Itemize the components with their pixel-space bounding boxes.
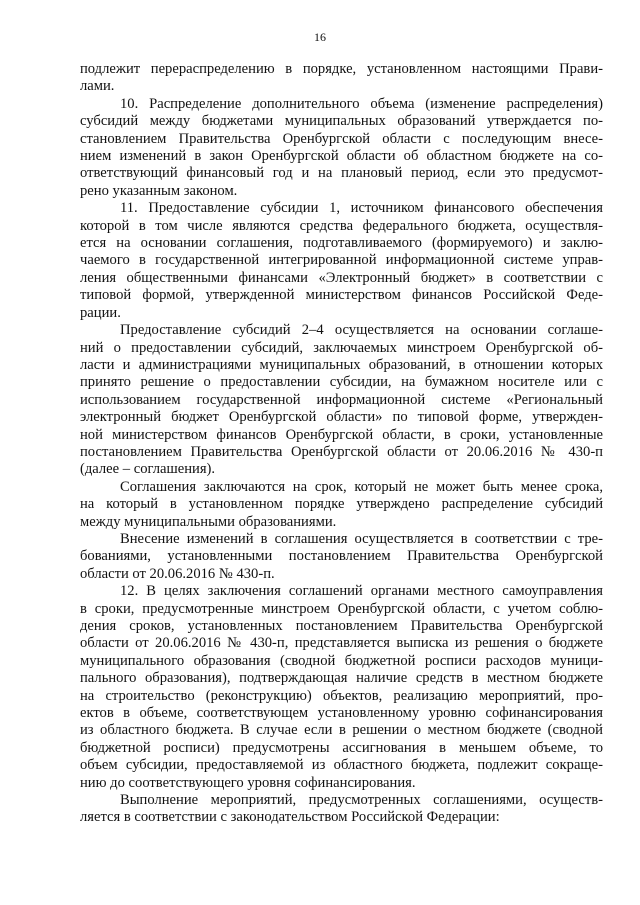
paragraph bbox=[80, 479, 603, 531]
paragraph bbox=[80, 200, 603, 322]
paragraph bbox=[80, 792, 603, 827]
paragraph bbox=[80, 322, 603, 479]
text-line: использованием государственной информационной системе «Региональный bbox=[80, 391, 603, 408]
text-line: Внесение изменений в соглашения осуществляется в соответствии с тре- bbox=[120, 530, 603, 547]
text-line: ной министерством финансов Оренбургской области, в сроки, установленные bbox=[80, 426, 603, 443]
text-line: ответствующий финансовый год и на плановый период, если это предусмот- bbox=[80, 165, 603, 182]
text-line: на который в установленном порядке утверждено распределение субсидий bbox=[80, 496, 603, 513]
text-line: дения сроков, установленных постановлением Правительства Оренбургской bbox=[80, 618, 603, 634]
text-line: объем субсидии, предоставляемой из областного бюджета, подлежит сокраще- bbox=[80, 757, 603, 774]
text-line: ляется в соответствии с законодательством Российской Федерации: bbox=[80, 809, 500, 826]
text-line: Выполнение мероприятий, предусмотренных соглашениями, осуществ- bbox=[120, 792, 603, 809]
document-body bbox=[80, 61, 603, 827]
text-line: Предоставление субсидий 2–4 осуществляется на основании соглаше- bbox=[120, 322, 603, 339]
text-line: из областного бюджета. В случае если в решении о местном бюджете (сводной bbox=[80, 722, 603, 739]
text-line: которой в том числе являются средства федерального бюджета, осуществля- bbox=[80, 217, 603, 234]
text-line: электронный бюджет Оренбургской области» по типовой форме, утвержден- bbox=[80, 409, 603, 426]
text-line: Соглашения заключаются на срок, который не может быть менее срока, bbox=[120, 478, 603, 495]
text-line: ектов в объеме, соответствующем установленному уровню софинансирования bbox=[80, 705, 603, 722]
text-line: подлежит перераспределению в порядке, установленном настоящими Прави- bbox=[80, 61, 603, 77]
text-line: 10. Распределение дополнительного объема (изменение распределения) bbox=[120, 95, 603, 112]
text-line: нию до соответствующего уровня софинансирования. bbox=[80, 774, 416, 791]
text-line: постановлением Правительства Оренбургской области от 20.06.2016 № 430-п bbox=[80, 443, 603, 460]
paragraph bbox=[80, 96, 603, 200]
text-line: субсидий между бюджетами муниципальных образований утверждается по- bbox=[80, 113, 603, 130]
text-line: становлением Правительства Оренбургской области с последующим внесе- bbox=[80, 130, 603, 147]
text-line: на строительство (реконструкцию) объектов, реализацию мероприятий, про- bbox=[80, 687, 603, 704]
text-line: области от 20.06.2016 № 430-п. bbox=[80, 565, 275, 582]
text-line: рено указанным законом. bbox=[80, 182, 238, 199]
text-line: области от 20.06.2016 № 430-п, представляется выписка из решения о бюджете bbox=[80, 635, 603, 652]
text-line: ления общественными финансами «Электронный бюджет» в соответствии с bbox=[80, 269, 603, 286]
paragraph bbox=[80, 531, 603, 583]
text-line: чаемого в государственной интегрированной информационной системе управ- bbox=[80, 252, 603, 269]
text-line: муниципального образования (сводной бюджетной росписи расходов муници- bbox=[80, 652, 603, 669]
text-line: между муниципальными образованиями. bbox=[80, 513, 337, 530]
text-line: ется на основании соглашения, подготавливаемого (формируемого) и заклю- bbox=[80, 235, 603, 252]
text-line: нием изменений в закон Оренбургской области об областном бюджете на со- bbox=[80, 148, 603, 165]
text-line: бованиями, установленными постановлением Правительства Оренбургской bbox=[80, 548, 603, 565]
text-line: пального образования), подтверждающая наличие средств в местном бюджете bbox=[80, 670, 603, 687]
text-line: ний о предоставлении субсидий, заключаемых минстроем Оренбургской об- bbox=[80, 339, 603, 356]
text-line: 12. В целях заключения соглашений органами местного самоуправления bbox=[120, 583, 603, 600]
text-line: рации. bbox=[80, 304, 121, 321]
text-line: бюджетной росписи) предусмотрены ассигнования в меньшем объеме, то bbox=[80, 739, 603, 756]
page-number: 16 bbox=[314, 30, 326, 44]
paragraph bbox=[80, 583, 603, 792]
text-line: принято решение о предоставлении субсидии, на бумажном носителе или с bbox=[80, 374, 603, 391]
text-line: в сроки, предусмотренные минстроем Оренбургской области, с учетом соблю- bbox=[80, 600, 603, 617]
text-line: (далее – соглашения). bbox=[80, 461, 216, 478]
text-line: 11. Предоставление субсидии 1, источником финансового обеспечения bbox=[120, 200, 603, 217]
paragraph bbox=[80, 61, 603, 96]
text-line: ласти и администрациями муниципальных образований, в отношении которых bbox=[80, 356, 603, 373]
text-line: лами. bbox=[80, 78, 115, 95]
text-line: типовой формой, утвержденной министерством финансов Российской Феде- bbox=[80, 287, 603, 304]
